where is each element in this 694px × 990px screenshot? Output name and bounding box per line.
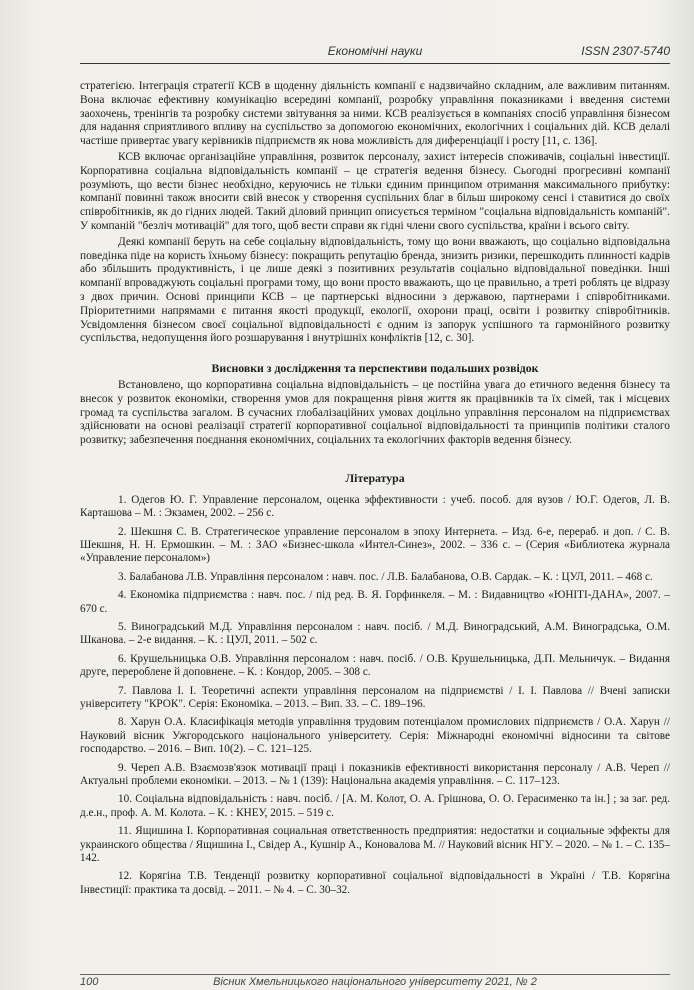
body-paragraph-2: КСВ включає організаційне управління, розвиток персоналу, захист інтересів споживачів, соціальні інвестиції. Корпоративна соціальна відповідальність компанії – це стратегія ведення бізнесу. Сьогодні прогресивні компанії розуміють, що вести бізнес необхідно, керуючись не тільки єдиним принципом отримання максимального прибутку: компанії повинні також вносити свій внесок у створення суспільних благ в більш широкому сенсі і ставитися до своїх співробітників, як до гідних людей. Такий діловий принцип описується терміном "соціальна відповідальність компаній". У компаній "безліч мотивацій" для того, щоб вести справи як гідні члени свого суспільства, країни і всього світу. (80, 150, 670, 232)
reference-list (80, 494, 670, 898)
article-body (80, 80, 670, 902)
conclusions-paragraph: Встановлено, що корпоративна соціальна відповідальність – це постійна увага до етичного ведення бізнесу та внесок у розвиток економіки, створення умов для покращення рівня життя як працівників та їх сімей, так і місцевих громад та суспільства загалом. В сучасних глобалізаційних умовах доцільно управління персоналом на підприємствах здійснювати на основі реалізації стратегії корпоративної соціальної відповідальності та принципів політики сталого розвитку; забезпечення поєднання економічних, соціальних та екологічних факторів ведення бізнесу. (80, 378, 670, 447)
page-number: 100 (80, 976, 99, 988)
reference-item: 7. Павлова І. І. Теоретичні аспекти управління персоналом на підприємстві / І. І. Павлова // Вчені записки університету "КРОК". Серія: Економіка. – 2013. – Вип. 33. – С. 189–196. (80, 684, 670, 710)
reference-item: 3. Балабанова Л.В. Управління персоналом : навч. пос. / Л.В. Балабанова, О.В. Сардак. – К. : ЦУЛ, 2011. – 468 с. (118, 570, 653, 583)
reference-item: 11. Ящишина І. Корпоративная социальная ответственность предприятия: недостатки и социальные эффекты для украинского общества / Ящишина І., Свідер А., Кушнір А., Коновалова М. // Науковий вісник НГУ. – 2020. – № 1. – С. 135–142. (80, 825, 670, 865)
reference-item: 12. Корягіна Т.В. Тенденції розвитку корпоративної соціальної відповідальності в Україні / Т.В. Корягіна Інвестиції: практика та досвід. – 2011. – № 4. – С. 30–32. (80, 870, 670, 896)
body-paragraph-3: Деякі компанії беруть на себе соціальну відповідальність, тому що вони вважають, що соціально відповідальна поведінка піде на користь їхньому бізнесу: покращить репутацію бренда, знизить ризики, перешкодить плинності кадрів або збільшить продуктивність, і це лише деякі з позитивних результатів соціально відповідальної поведінки. Інші компанії впроваджують соціальні програми тому, що вони просто вважають, що це правильно, а треті роблять це відразу з двох причин. Основі принципи КСВ – це партнерські відносини з державою, партнерами і співробітниками. Пріоритетними напрямами є питання якості продукції, екології, охорони праці, освіти і розвитку співробітників. Усвідомлення бізнесом своєї соціальної відповідальності є одним із запорук успішного та гармонійного розвитку суспільства, недопущення його розшарування і внутрішніх конфліктів [12, с. 30]. (80, 235, 670, 345)
reference-item: 6. Крушельницька О.В. Управління персоналом : навч. посіб. / О.В. Крушельницька, Д.П. Мельничук. – Видання друге, перероблене й доповнене. – К. : Кондор, 2005. – 308 с. (80, 652, 670, 679)
reference-item: 4. Економіка підприємства : навч. пос. / під ред. В. Я. Горфинкеля. – М. : Видавництво «ЮНІТІ-ДАНА», 2007. – 670 с. (80, 589, 670, 615)
reference-item: 5. Виноградський М.Д. Управління персоналом : навч. посіб. / М.Д. Виноградський, А.М. Виноградська, О.М. Шканова. – 2-е видання. – К. : ЦУЛ, 2011. – 502 с. (80, 620, 670, 647)
running-footer (80, 974, 670, 988)
literature-heading: Література (345, 470, 405, 485)
body-paragraph-1: стратегією. Інтеграція стратегії КСВ в щоденну діяльність компанії є надзвичайно складним, але важливим питанням. Вона включає ефективну комунікацію всередині компанії, розробку управління показниками і введення системи заохочень, тренінгів та розробку системи звітування за ними. КСВ реалізується в компаніях спосіб управління бізнесом для надання сприятливого впливу на суспільство за допомогою економічних, екологічних і соціальних дій. КСВ делалі частіше привертає увагу керівників підприємств як нова можливість для диференціації і росту [11, с. 136]. (80, 80, 670, 148)
header-rule (80, 63, 670, 64)
running-header (80, 44, 670, 64)
journal-section-title: Економічні науки (327, 44, 423, 58)
footer-journal-title: Вісник Хмельницького національного університету 2021, № 2 (213, 976, 537, 988)
reference-item: 9. Череп А.В. Взаємозв'язок мотивації праці і показників ефективності використання персоналу / А.В. Череп // Актуальні проблеми економіки. – 2013. – № 1 (139): Національна академія управління. – С. 117–123. (80, 761, 670, 788)
conclusions-heading: Висновки з дослідження та перспективи подальших розвідок (211, 361, 539, 376)
reference-item: 1. Одегов Ю. Г. Управление персоналом, оценка эффективности : учеб. пособ. для вузов / Ю.Г. Одегов, Л. В. Карташова – М. : Экзамен, 2002. – 256 с. (80, 493, 670, 520)
reference-item: 8. Харун О.А. Класифікація методів управління трудовим потенціалом промислових підприємств / О.А. Харун // Науковий вісник Ужгородського національного університету. Серія: Міжнародні економічні відносини та світове господарство. – 2016. – Вип. 10(2). – С. 121–125. (80, 716, 670, 756)
reference-item: 2. Шекшня С. В. Стратегическое управление персоналом в эпоху Интернета. – Изд. 6-е, перераб. и доп. / С. В. Шекшня, Н. Н. Ермошкин. – М. : ЗАО «Бизнес-школа «Интел-Синез», 2002. – 336 с. – (Серия «Библиотека журнала «Управление персоналом») (80, 525, 670, 565)
issn-label: ISSN 2307-5740 (581, 44, 670, 58)
reference-item: 10. Соціальна відповідальність : навч. посіб. / [А. М. Колот, О. А. Грішнова, О. О. Герасименко та ін.] ; за заг. ред. д.е.н., проф. А. М. Колота. – К. : КНЕУ, 2015. – 519 с. (80, 793, 670, 819)
